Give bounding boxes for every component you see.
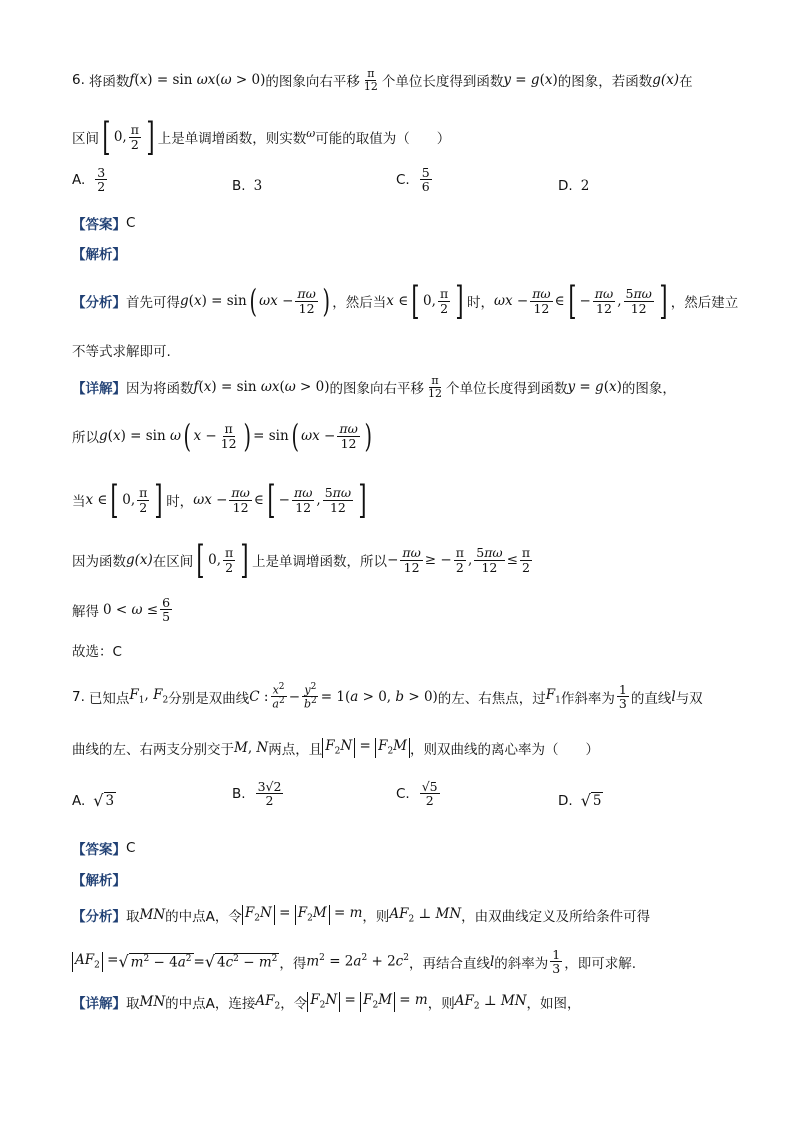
text: 时， (166, 494, 194, 510)
math: ≥ − (424, 552, 452, 568)
q7-option-b: B. $\frac{3√2}{2}$ (232, 779, 282, 809)
text: 作斜率为 (560, 690, 615, 707)
q6-xiangjie-line2 (72, 417, 734, 455)
text: 故选：C (72, 644, 122, 660)
interval: [ − $\frac{\pi\omega}{12}$ , $\frac{5\pi\omega}{12}$ ] (267, 478, 367, 522)
q7-stem-line2 (72, 738, 734, 758)
fenxi-tag: 【分析】 (72, 909, 126, 925)
text: 时， (466, 295, 494, 311)
q6-option-c: C. $\frac{5}{6}$ (396, 165, 430, 195)
math: $F_1$, $F_2$ (129, 687, 169, 707)
text: 个单位长度得到函数 (445, 381, 568, 398)
q7-analysis-heading (72, 869, 734, 889)
q6-stem-text: 上是单调增函数，则实数 (157, 131, 307, 147)
math: f(x) = sin ωx(ω > 0) (193, 379, 330, 396)
math: C : (249, 688, 269, 705)
q6-answer (72, 213, 734, 233)
q6-stem-text: 在 (679, 74, 693, 91)
answer-tag: 【答案】 (72, 217, 126, 233)
text: 解得 (72, 603, 99, 620)
paren: ( ωx − $\frac{\pi\omega}{12}$ ) (249, 282, 330, 320)
math: y = g(x) (567, 379, 622, 396)
math: $AF_2$ (255, 992, 281, 1012)
q6-fenxi-line2 (72, 340, 734, 360)
q7-xiangjie-line1 (72, 992, 734, 1012)
xiangjie-tag: 【详解】 (72, 381, 126, 398)
text: ，由双曲线定义及所给条件可得 (461, 909, 651, 925)
text: ，则 (427, 996, 455, 1012)
math: l (671, 688, 676, 705)
text: 当 (72, 494, 86, 510)
math: $F_2N = F_2M = m$ (307, 992, 427, 1012)
math: x ∈ (85, 492, 108, 508)
math: $F_2N = F_2M = m$ (242, 905, 362, 925)
math: = (193, 953, 205, 970)
text: 的图象， (621, 381, 676, 398)
q6-xiangjie-line3 (72, 478, 734, 522)
text: 分别是双曲线 (168, 690, 250, 707)
text: 取 (126, 996, 140, 1012)
q6-stem-text: 的图象向右平移 (265, 74, 360, 91)
interval: [ 0, $\frac{\pi}{2}$ ] (196, 538, 249, 582)
q6-stem-line2 (72, 115, 734, 159)
math: MN (139, 994, 166, 1010)
sqrt: √ $m^2 - 4a^2$ (118, 952, 192, 972)
text: 的图象向右平移 (329, 381, 424, 398)
q6-stem-text: 将函数 (88, 74, 130, 91)
text: 已知点 (88, 690, 130, 707)
fraction: $\frac{\pi}{2}$ (521, 545, 531, 575)
q6-omega: ω (306, 126, 316, 140)
q6-stem-text: 个单位长度得到函数 (381, 74, 504, 91)
text: ，然后当 (332, 295, 387, 311)
math: M, N (234, 740, 269, 756)
math: = 1(a > 0, b > 0) (320, 688, 438, 705)
text: 的中点A，连接 (165, 996, 256, 1012)
fraction: $\frac{\pi}{2}$ (455, 545, 464, 575)
fraction: $\frac{\pi\omega}{12}$ (532, 286, 551, 316)
text: 的左、右焦点，过 (437, 690, 546, 707)
q7-answer (72, 838, 734, 858)
q7-fenxi-line2 (72, 948, 734, 975)
q6-stem-text: 的图象，若函数 (557, 74, 653, 91)
text: 两点，且 (268, 742, 323, 758)
text: 上是单调增函数，所以 (252, 554, 388, 570)
q7-option-a: A. √ 3 (72, 791, 115, 811)
math: ωx − (193, 492, 228, 508)
text: 与双 (675, 690, 703, 707)
math: ∈ (554, 293, 565, 309)
paren: ( ωx − $\frac{\pi\omega}{12}$ ) (291, 417, 372, 455)
text: 在区间 (152, 554, 194, 570)
answer-value: C (126, 840, 136, 856)
text: ，再结合直线 (408, 955, 490, 972)
q6-stem-line1 (72, 68, 734, 92)
q6-analysis-heading (72, 243, 734, 263)
text: ，如图， (526, 996, 581, 1012)
text: 的斜率为 (494, 955, 549, 972)
interval: [ − $\frac{\pi\omega}{12}$ , $\frac{5\pi\omega}{12}$ ] (567, 279, 668, 323)
math: $F_1$ (545, 687, 561, 707)
q7-number: 7. (72, 688, 85, 705)
q6-gx2: g(x) (652, 72, 680, 89)
text: 因为函数 (72, 554, 126, 570)
text: ，则双曲线的离心率为（ ） (410, 742, 599, 758)
math: $AF_2$ ⊥ MN (389, 905, 462, 925)
text: 所以 (72, 430, 99, 446)
interval: [ 0, $\frac{\pi}{2}$ ] (411, 279, 464, 323)
q7-option-c: C. $\frac{√5}{2}$ (396, 779, 438, 809)
math: ∈ (253, 492, 264, 508)
math: g(x) (126, 552, 153, 568)
q6-choose (72, 640, 734, 660)
math: MN (139, 907, 166, 923)
xiangjie-tag: 【详解】 (72, 996, 126, 1012)
fraction: $\frac{x^2}{a^2}$ (272, 682, 285, 711)
text: 的中点A，令 (165, 909, 242, 925)
q7-fenxi-line1 (72, 905, 734, 925)
fenxi-tag: 【分析】 (72, 295, 126, 311)
q6-gx: y = g(x) (503, 72, 558, 89)
math: $AF_2$ ⊥ MN (454, 992, 527, 1012)
sqrt: √ $4c^2 - m^2$ (204, 952, 278, 972)
math: 0 < ω ≤ (103, 601, 159, 618)
math: $F_2N = F_2M$ (322, 738, 410, 758)
answer-tag: 【答案】 (72, 842, 126, 858)
text: ，得 (279, 955, 307, 972)
q6-xiangjie-line4 (72, 538, 734, 582)
q7-stem-line1 (72, 683, 734, 710)
fraction: $\frac{5\pi\omega}{12}$ (476, 545, 503, 575)
interval: [ 0, $\frac{\pi}{2}$ ] (110, 478, 163, 522)
analysis-tag: 【解析】 (72, 247, 126, 263)
math: , (467, 552, 473, 568)
q6-stem-text: 区间 (72, 131, 99, 147)
math: x ∈ (386, 293, 409, 309)
text: ，则 (362, 909, 390, 925)
fraction: $\frac{1}{3}$ (552, 947, 561, 977)
q6-xiangjie-line1 (72, 375, 734, 399)
fraction: $\frac{\pi}{12}$ (427, 374, 442, 400)
math: g(x) = sin ω (99, 428, 181, 444)
answer-value: C (126, 215, 136, 231)
fraction: $\frac{6}{5}$ (162, 595, 171, 625)
math: $m^2 = 2a^2 + 2c^2$ (306, 953, 409, 970)
analysis-tag: 【解析】 (72, 873, 126, 889)
text: 因为将函数 (126, 381, 194, 398)
math: − (288, 688, 300, 705)
text: 取 (126, 909, 140, 925)
text: 首先可得 (126, 295, 180, 311)
math: l (489, 953, 495, 970)
q6-stem-text: 可能的取值为（ ） (315, 131, 451, 147)
text: ，即可求解. (564, 955, 637, 972)
math: ≤ (506, 552, 518, 568)
fraction: $\frac{\pi\omega}{12}$ (402, 545, 421, 575)
q6-fx: f(x) = sin ωx(ω > 0) (129, 72, 266, 89)
math: ωx − (493, 293, 529, 309)
text: 的直线 (630, 690, 672, 707)
q6-option-b: B. 3 (232, 178, 263, 194)
text: 曲线的左、右两支分别交于 (72, 742, 234, 758)
q6-fenxi-gx: g(x) = sin (180, 293, 247, 309)
text: ，然后建立 (670, 295, 739, 311)
text: 不等式求解即可. (72, 344, 171, 360)
q7-option-d: D. √ 5 (558, 791, 602, 811)
paren: ( x − $\frac{\pi}{12}$ ) (183, 417, 251, 455)
q6-option-d: D. 2 (558, 178, 590, 194)
q6-interval: [ 0, $\frac{\pi}{2}$ ] (102, 115, 155, 159)
math: = sin (253, 428, 289, 444)
math: $AF_2$ = (72, 952, 118, 972)
q6-fenxi-line1 (72, 279, 739, 323)
fraction: $\frac{y^2}{b^2}$ (304, 682, 317, 711)
q6-xiangjie-line5 (72, 596, 734, 623)
fraction: $\frac{1}{3}$ (618, 682, 627, 712)
text: ，令 (280, 996, 308, 1012)
q6-option-a: A. $\frac{3}{2}$ (72, 165, 106, 195)
fraction: $\frac{\pi\omega}{12}$ (231, 485, 250, 515)
q6-shift-fraction: $\frac{\pi}{12}$ (363, 67, 378, 93)
math: − (387, 552, 399, 568)
q6-number: 6. (72, 72, 85, 89)
